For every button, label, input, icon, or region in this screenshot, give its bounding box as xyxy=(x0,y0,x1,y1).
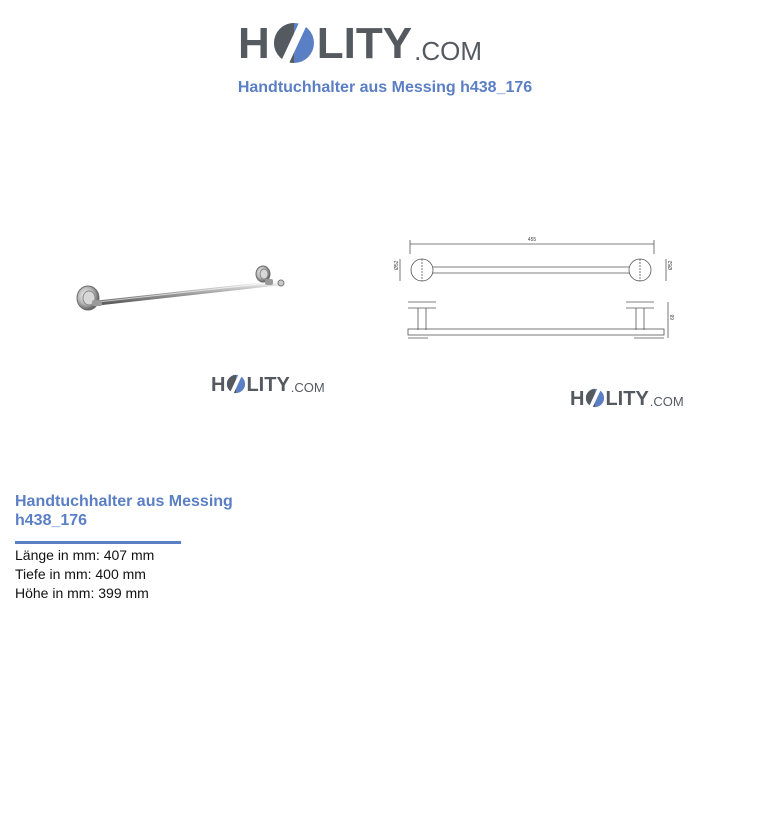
logo-letters: LITY xyxy=(316,19,413,68)
title-divider xyxy=(15,541,181,544)
right-diameter-label: Ø52 xyxy=(668,260,674,270)
photo-watermark-logo xyxy=(211,371,325,395)
logo-suffix: .COM xyxy=(290,380,325,395)
left-mount xyxy=(77,286,102,310)
spec-value: 407 mm xyxy=(103,547,155,563)
spec-list xyxy=(15,546,154,603)
depth-dimension-label: 68 xyxy=(670,314,676,320)
spec-height xyxy=(15,584,154,603)
spec-length xyxy=(15,546,154,565)
logo-letters: LITY xyxy=(605,388,649,410)
logo-o-icon xyxy=(585,388,605,408)
spec-label: Länge in mm: xyxy=(15,547,100,563)
page-title: Handtuchhalter aus Messing h438_176 xyxy=(237,79,533,96)
drawing-watermark-logo xyxy=(570,385,684,409)
product-photo xyxy=(68,258,292,320)
logo-o-icon xyxy=(226,374,246,394)
spec-label: Tiefe in mm: xyxy=(15,566,92,582)
logo-suffix: .COM xyxy=(649,394,684,409)
logo-letter-h: H xyxy=(238,19,270,68)
width-dimension-label: 455 xyxy=(527,237,537,243)
logo-suffix: .COM xyxy=(414,36,482,66)
spec-value: 399 mm xyxy=(98,585,149,601)
left-diameter-label: Ø52 xyxy=(394,260,400,270)
spec-value: 400 mm xyxy=(95,566,146,582)
spec-depth xyxy=(15,565,154,584)
logo-letter-h: H xyxy=(570,388,585,410)
product-title: Handtuchhalter aus Messing h438_176 xyxy=(15,493,233,529)
logo-letter-h: H xyxy=(211,374,226,396)
logo-o-icon xyxy=(272,21,316,65)
technical-drawing xyxy=(394,232,678,350)
site-logo[interactable] xyxy=(238,14,482,66)
spec-label: Höhe in mm: xyxy=(15,585,95,601)
towel-bar xyxy=(98,282,278,303)
logo-letters: LITY xyxy=(246,374,290,396)
